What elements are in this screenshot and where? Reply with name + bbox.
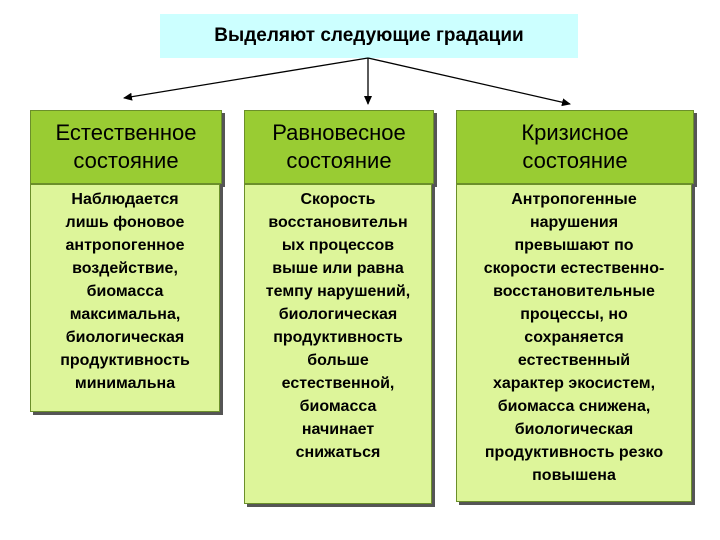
arrow-right <box>368 58 570 104</box>
description-line: биологическая <box>65 329 185 346</box>
description-line: биомасса <box>299 398 377 415</box>
heading-line: Равновесное <box>272 120 406 145</box>
description-line: минимальна <box>74 375 176 392</box>
heading-line: состояние <box>286 148 392 173</box>
description-line: биологическая <box>278 306 398 323</box>
description-line: антропогенное <box>65 237 185 254</box>
description-line: Наблюдается <box>71 191 179 208</box>
description-line: снижаться <box>295 444 381 461</box>
description-crisis-state <box>456 184 692 502</box>
heading-line: состояние <box>73 148 179 173</box>
heading-equilibrium-state <box>244 110 434 184</box>
description-line: выше или равна <box>272 260 404 277</box>
description-line: характер экосистем, <box>492 375 656 392</box>
heading-crisis-state <box>456 110 694 184</box>
description-line: Скорость <box>300 191 376 208</box>
description-line: биологическая <box>514 421 634 438</box>
description-line: восстановительн <box>268 214 408 231</box>
heading-line: Естественное <box>55 120 197 145</box>
description-line: повышена <box>532 467 616 484</box>
description-line: Антропогенные <box>511 191 637 208</box>
diagram-title: Выделяют следующие градации <box>160 14 578 58</box>
heading-line: Кризисное <box>521 120 629 145</box>
heading-natural-state <box>30 110 222 184</box>
description-natural-state <box>30 184 220 412</box>
description-line: продуктивность <box>60 352 190 369</box>
description-line: превышают по <box>514 237 634 254</box>
description-line: восстановительные <box>493 283 655 300</box>
description-line: сохраняется <box>524 329 624 346</box>
description-line: ых процессов <box>281 237 395 254</box>
description-line: темпу нарушений, <box>265 283 411 300</box>
description-line: продуктивность <box>273 329 403 346</box>
description-line: скорости естественно- <box>483 260 665 277</box>
arrow-left <box>124 58 368 98</box>
description-line: максимальна, <box>69 306 181 323</box>
description-line: больше <box>307 352 369 369</box>
description-line: продуктивность резко <box>484 444 664 461</box>
description-line: естественный <box>517 352 631 369</box>
description-line: биомасса <box>86 283 164 300</box>
description-line: биомасса снижена, <box>497 398 651 415</box>
description-line: начинает <box>301 421 375 438</box>
description-line: воздействие, <box>72 260 178 277</box>
description-line: нарушения <box>529 214 619 231</box>
description-line: естественной, <box>281 375 395 392</box>
description-line: лишь фоновое <box>65 214 185 231</box>
description-equilibrium-state <box>244 184 432 504</box>
description-line: процессы, но <box>520 306 628 323</box>
heading-line: состояние <box>522 148 628 173</box>
